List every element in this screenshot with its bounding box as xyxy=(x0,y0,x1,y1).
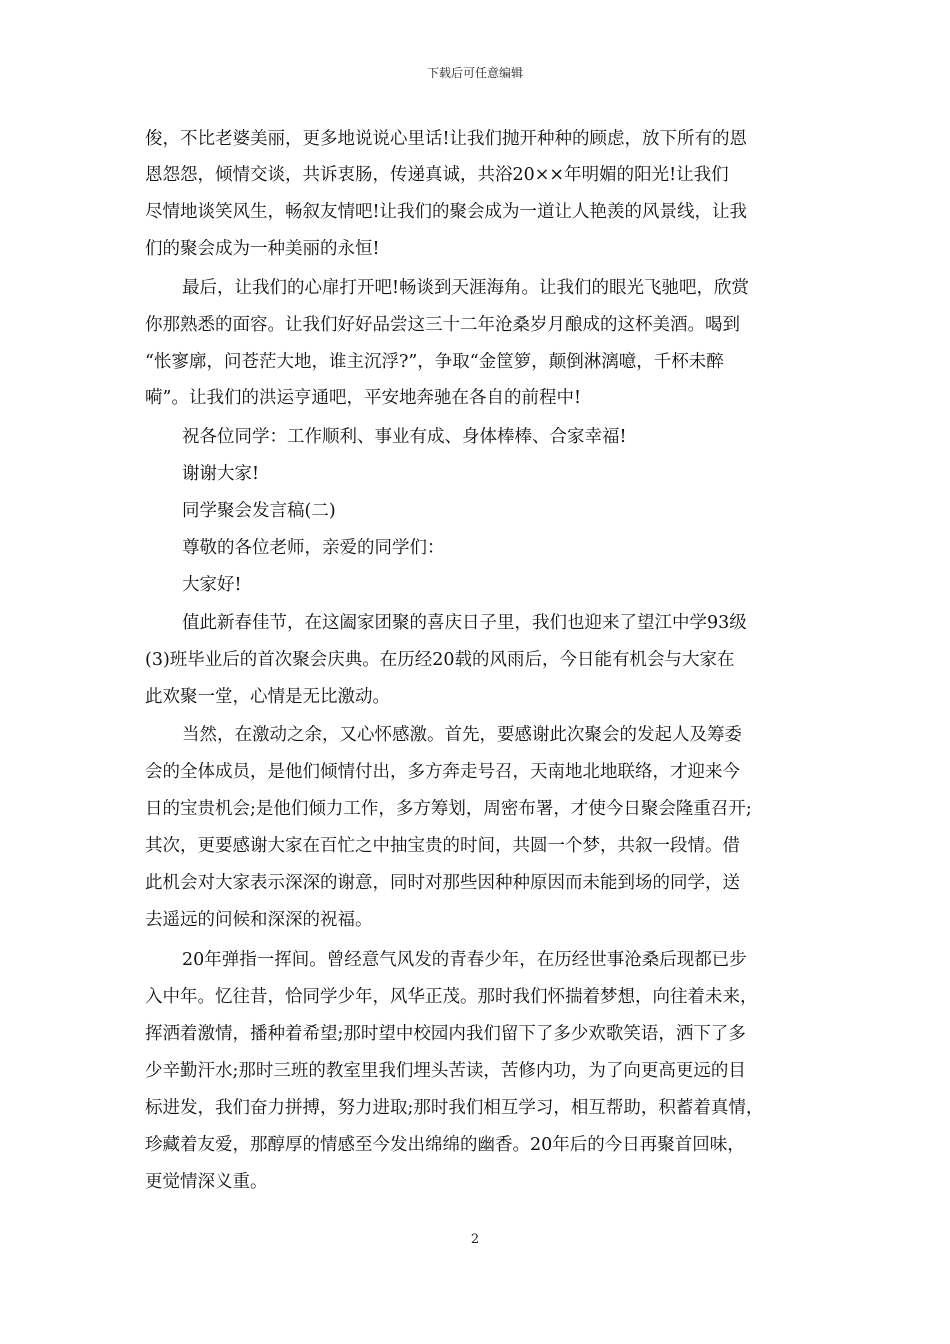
text-line: 入中年。忆往昔，恰同学少年，风华正茂。那时我们怀揣着梦想，向往着未来， xyxy=(145,987,758,1007)
text-line: 此欢聚一堂，心情是无比激动。 xyxy=(145,687,390,707)
text-line: 更觉情深义重。 xyxy=(145,1172,268,1192)
text-line: 你那熟悉的面容。让我们好好品尝这三十二年沧桑岁月酿成的这杯美酒。喝到 xyxy=(145,315,740,335)
text-line: 其次，更要感谢大家在百忙之中抽宝贵的时间，共圆一个梦，共叙一段情。借 xyxy=(145,836,740,856)
text-line: 祝各位同学：工作顺利、事业有成、身体棒棒、合家幸福! xyxy=(182,427,627,447)
text-line: 标进发，我们奋力拼搏，努力进取;那时我们相互学习，相互帮助，积蓄着真情， xyxy=(145,1098,764,1118)
text-line: 珍藏着友爱，那醇厚的情感至今发出绵绵的幽香。20年后的今日再聚首回味， xyxy=(145,1135,745,1155)
text-line: “怅寥廓，问苍茫大地，谁主沉浮?”，争取“金筐箩，颠倒淋漓噫，千杯未醉 xyxy=(145,352,724,372)
text-line: 俊，不比老婆美丽，更多地说说心里话!让我们抛开种种的顾虑，放下所有的恩 xyxy=(145,129,748,149)
text-line: 会的全体成员，是他们倾情付出，多方奔走号召，天南地北地联络，才迎来今 xyxy=(145,762,740,782)
text-line: 最后，让我们的心扉打开吧!畅谈到天涯海角。让我们的眼光飞驰吧，欣赏 xyxy=(182,278,750,298)
text-line: 20年弹指一挥间。曾经意气风发的青春少年，在历经世事沧桑后现都已步 xyxy=(182,950,747,970)
page-header: 下载后可任意编辑 xyxy=(426,66,523,80)
text-line: 尽情地谈笑风生，畅叙友情吧!让我们的聚会成为一道让人艳羡的风景线，让我 xyxy=(145,202,748,222)
text-line: 大家好! xyxy=(182,575,242,595)
text-line: 尊敬的各位老师，亲爱的同学们： xyxy=(182,538,445,558)
text-line: 去遥远的问候和深深的祝福。 xyxy=(145,910,373,930)
text-line: 嗬”。让我们的洪运亨通吧，平安地奔驰在各自的前程中! xyxy=(145,388,581,408)
text-line: 日的宝贵机会;是他们倾力工作，多方筹划，周密布署，才使今日聚会隆重召开; xyxy=(145,799,752,819)
text-line: (3)班毕业后的首次聚会庆典。在历经20载的风雨后，今日能有机会与大家在 xyxy=(145,650,735,670)
text-line: 恩怨怨，倾情交谈，共诉衷肠，传递真诚，共浴20××年明媚的阳光!让我们 xyxy=(145,165,729,185)
text-line: 当然，在激动之余，又心怀感激。首先，要感谢此次聚会的发起人及筹委 xyxy=(182,725,742,745)
text-line: 少辛勤汗水;那时三班的教室里我们埋头苦读，苦修内功，为了向更高更远的目 xyxy=(145,1061,746,1081)
text-line: 值此新春佳节，在这阖家团聚的喜庆日子里，我们也迎来了望江中学93级 xyxy=(182,613,747,633)
text-line: 谢谢大家! xyxy=(182,464,260,484)
text-line: 此机会对大家表示深深的谢意，同时对那些因种种原因而未能到场的同学，送 xyxy=(145,873,740,893)
text-line: 挥洒着激情，播种着希望;那时望中校园内我们留下了多少欢歌笑语，洒下了多 xyxy=(145,1024,746,1044)
section-title: 同学聚会发言稿(二) xyxy=(182,501,336,521)
text-line: 们的聚会成为一种美丽的永恒! xyxy=(145,239,380,259)
page-number: 2 xyxy=(470,1232,480,1247)
